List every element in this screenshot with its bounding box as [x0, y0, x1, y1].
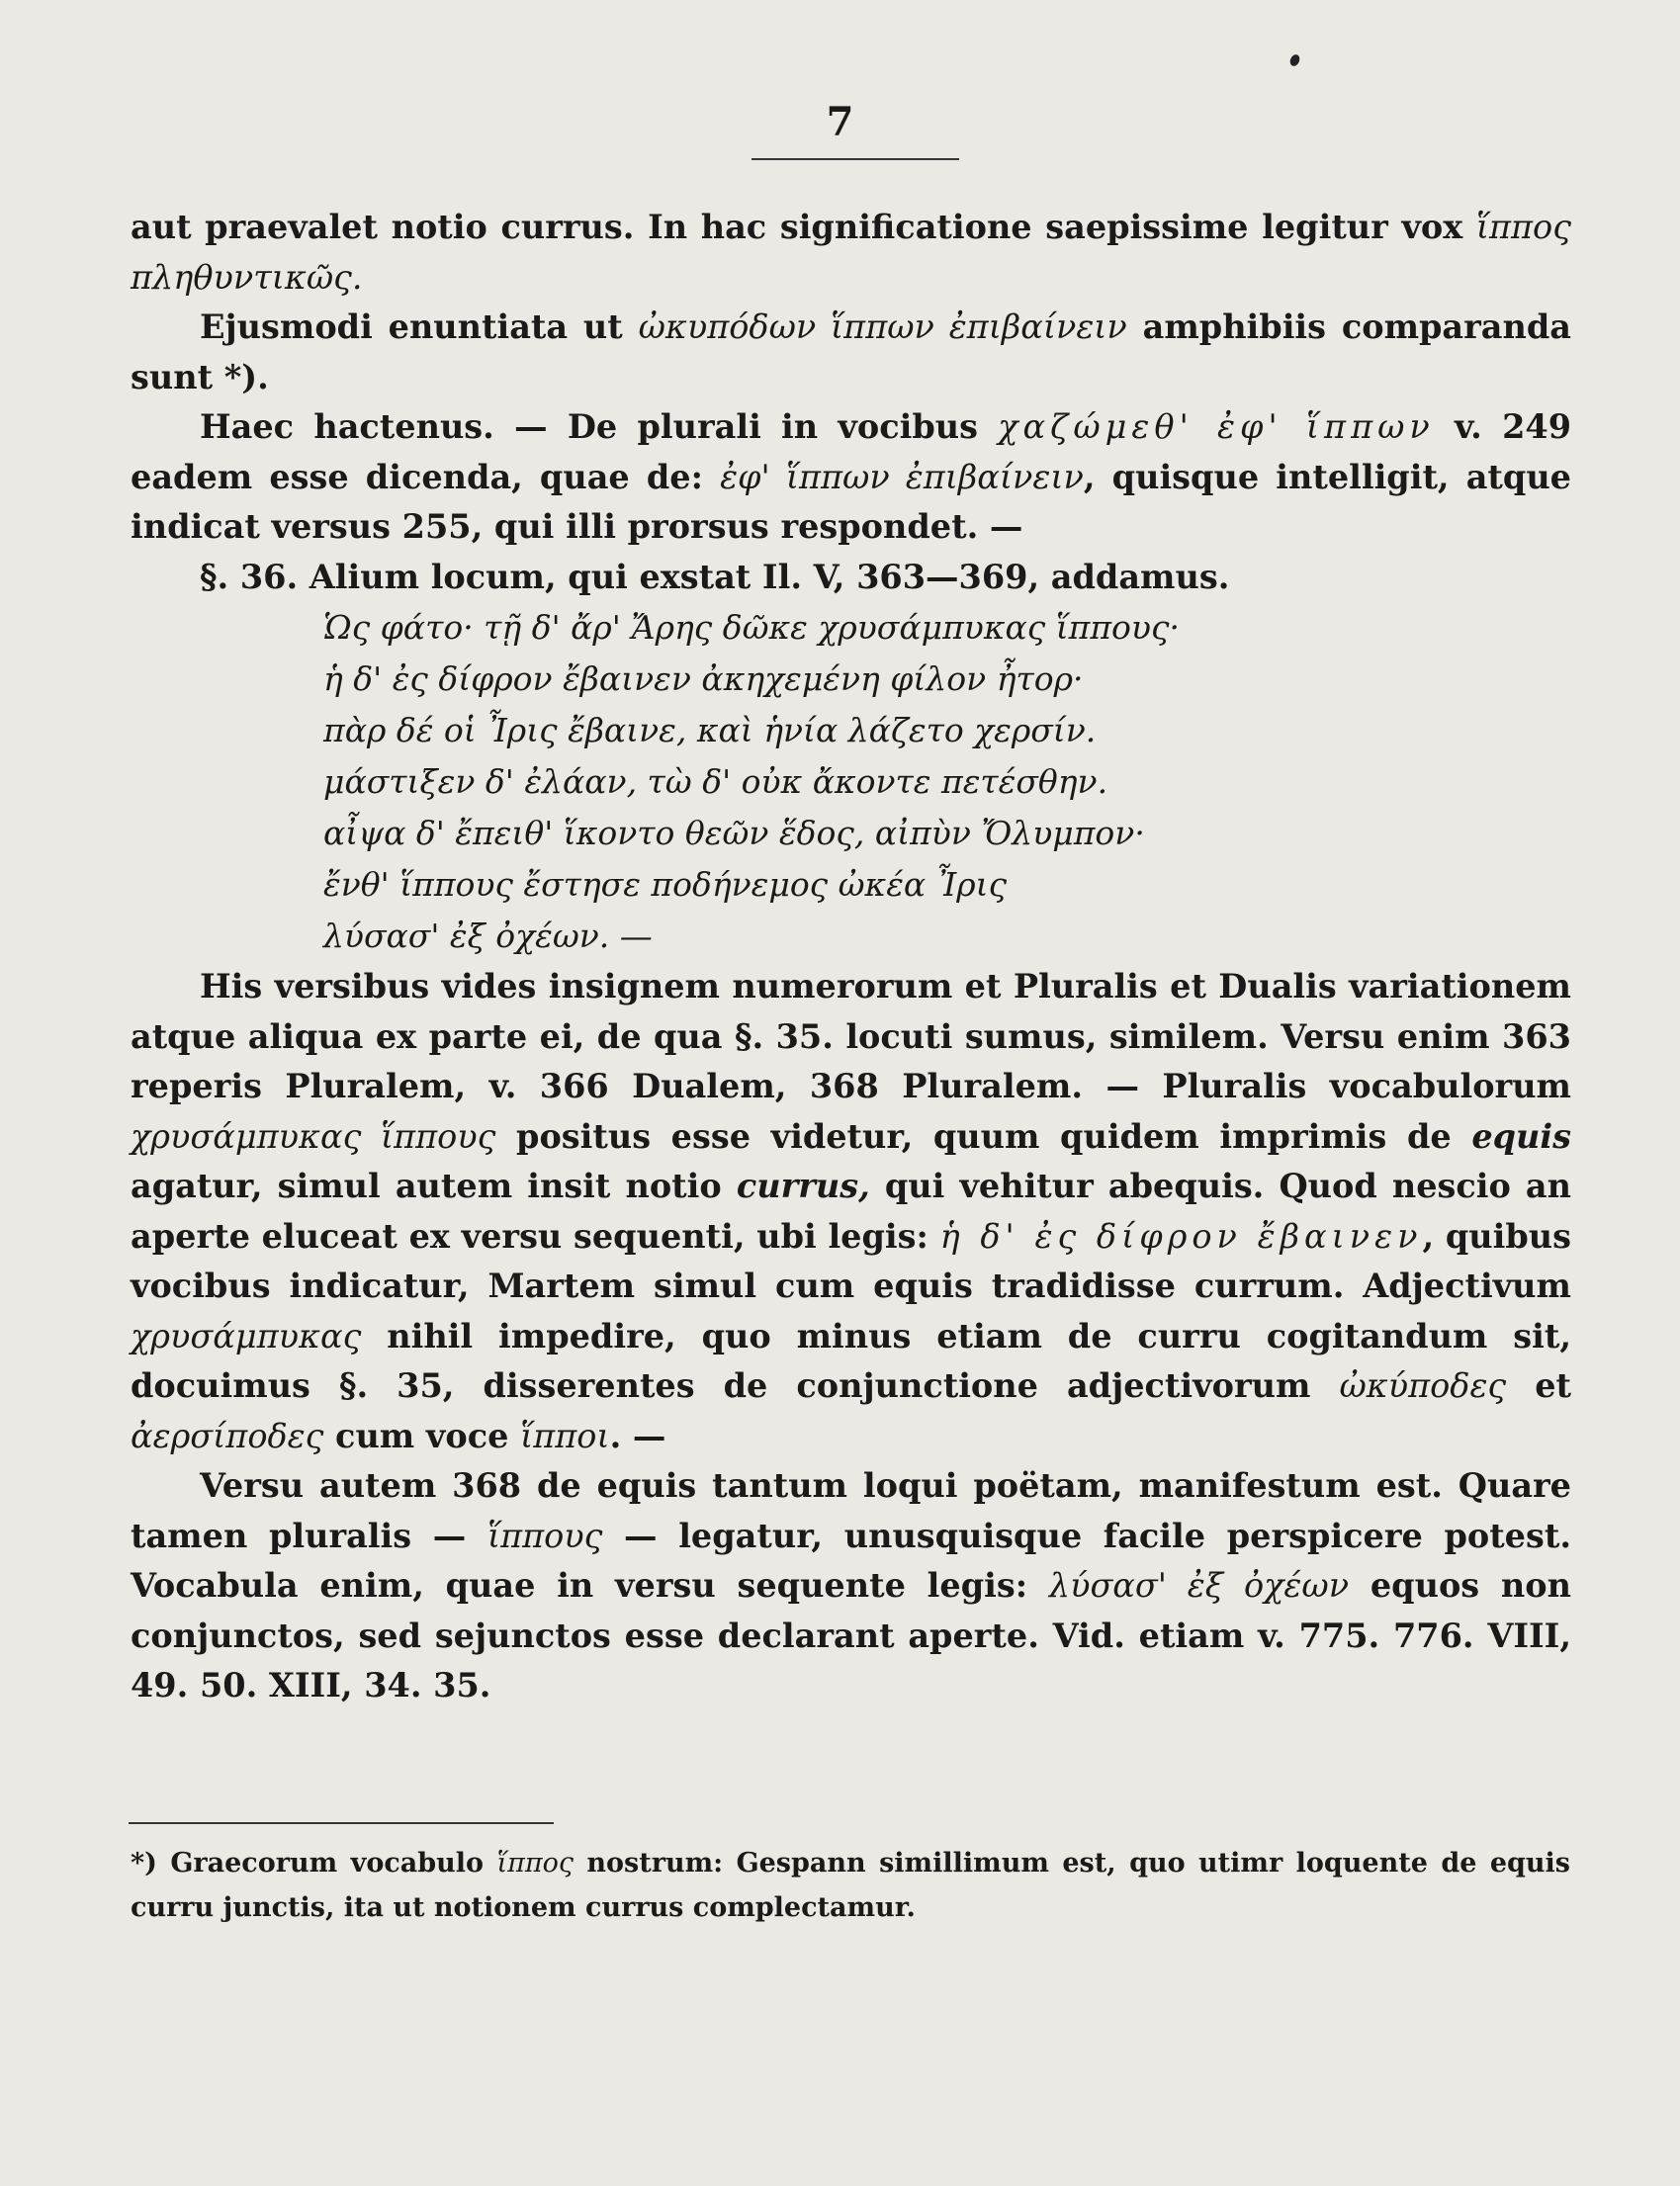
greek-term: ὠκυπόδων ἵππων ἐπιβαίνειν	[638, 307, 1127, 346]
italic-term: currus,	[736, 1167, 870, 1205]
greek-term: ἵππους	[486, 1516, 603, 1555]
header-rule	[752, 158, 959, 160]
paragraph-3	[131, 402, 1571, 553]
greek-term: ἵππος	[496, 1848, 574, 1879]
text-run: qui vehitur abequis. Quod nescio an aperte eluceat ex versu sequenti, ubi legis:	[131, 1167, 1571, 1256]
ink-speck	[1288, 53, 1301, 68]
verse-365: πὰρ δέ οἱ Ἶρις ἔβαινε, καὶ ἡνία λάζετο χερσίν.	[323, 711, 1097, 749]
main-text	[131, 203, 1571, 1711]
text-run: nihil impedire, quo minus etiam de curru cogitandum sit, docuimus §. 35, disserentes de conjunctione adjectivorum	[131, 1316, 1571, 1405]
text-run: Haec hactenus. — De plurali in vocibus	[200, 407, 999, 446]
text-run: aut praevalet notio currus. In hac significatione saepissime legitur vox	[131, 208, 1476, 246]
text-run: Versu autem 368 de equis tantum loqui poëtam, manifestum est. Quare tamen pluralis —	[131, 1466, 1571, 1555]
text-run: *) Graecorum vocabulo	[131, 1848, 497, 1879]
verse-368: ἔνθ' ἵππους ἔστησε ποδήνεμος ὠκέα Ἶρις	[323, 865, 1008, 904]
text-run: agatur, simul autem insit notio	[131, 1167, 737, 1205]
text-run: , quisque intelligit, atque indicat versus 255, qui illi prorsus respondet. —	[131, 457, 1571, 546]
verse-363: Ὡς φάτο· τῇ δ' ἄρ' Ἄρης δῶκε χρυσάμπυκας ἵππους·	[323, 608, 1180, 647]
greek-term: ἵππος πληθυντικῶς.	[131, 208, 1571, 297]
text-run: . —	[609, 1416, 666, 1455]
greek-term: λύσασ' ἐξ ὀχέων	[1048, 1566, 1350, 1605]
text-run: positus esse videtur, quum quidem imprimis de	[495, 1116, 1472, 1156]
paragraph-5	[131, 962, 1571, 1461]
text-run: equos non conjunctos, sed sejunctos esse declarant aperte. Vid. etiam v. 775. 776. VIII, 49. 50. XIII, 34. 35.	[131, 1566, 1571, 1705]
verse-366: μάστιξεν δ' ἐλάαν, τὼ δ' οὐκ ἄκοντε πετέσθην.	[323, 762, 1108, 801]
greek-term: χρυσάμπυκας	[131, 1316, 362, 1355]
text-run: cum voce	[323, 1416, 521, 1455]
text-run: et	[1506, 1366, 1572, 1405]
greek-term: χαζώμεθ' ἐφ' ἵππων	[998, 407, 1435, 446]
text-run: — legatur, unusquisque facile perspicere potest. Vocabula enim, quae in versu sequente legis:	[131, 1516, 1571, 1605]
greek-term: χρυσάμπυκας ἵππους	[131, 1116, 496, 1156]
greek-term: ἡ δ' ἐς δίφρον ἔβαινεν	[939, 1216, 1423, 1256]
verse-367: αἶψα δ' ἔπειθ' ἵκοντο θεῶν ἕδος, αἰπὺν Ὄλυμπον·	[323, 814, 1145, 852]
verse-369: λύσασ' ἐξ ὀχέων. —	[323, 917, 653, 955]
paragraph-6	[131, 1461, 1571, 1711]
text-run: Ejusmodi enuntiata ut	[200, 307, 639, 346]
text-run: v. 249 eadem esse dicenda, quae de:	[131, 407, 1571, 496]
greek-term: ἵπποι	[520, 1416, 610, 1455]
text-run: amphibiis comparanda sunt *).	[131, 307, 1571, 396]
text-run: , quibus vocibus indicatur, Martem simul cum equis tradidisse currum. Adjectivum	[131, 1216, 1571, 1305]
footnote-rule	[129, 1822, 554, 1824]
italic-term: equis	[1471, 1116, 1571, 1156]
greek-term: ἐφ' ἵππων ἐπιβαίνειν	[720, 457, 1084, 496]
page-number: 7	[826, 99, 854, 145]
section-36-heading: §. 36. Alium locum, qui exstat Il. V, 363—369, addamus.	[200, 557, 1230, 596]
paragraph-1	[131, 203, 1571, 303]
verse-364: ἡ δ' ἐς δίφρον ἔβαινεν ἀκηχεμένη φίλον ἦτορ·	[323, 659, 1084, 698]
text-run: His versibus vides insignem numerorum et Pluralis et Dualis variationem atque aliqua ex parte ei, de qua §. 35. locuti sumus, similem. Versu enim 363 reperis Pluralem, v. 366 Dualem, 368 Pluralem. — Pluralis vocabulorum	[131, 967, 1571, 1105]
paragraph-2	[131, 303, 1571, 402]
greek-term: ἀερσίποδες	[131, 1416, 324, 1455]
greek-term: ὠκύποδες	[1339, 1366, 1507, 1405]
footnote	[131, 1841, 1570, 1930]
text-run: nostrum: Gespann simillimum est, quo utimr loquente de equis curru junctis, ita ut notionem currus complectamur.	[131, 1848, 1570, 1923]
